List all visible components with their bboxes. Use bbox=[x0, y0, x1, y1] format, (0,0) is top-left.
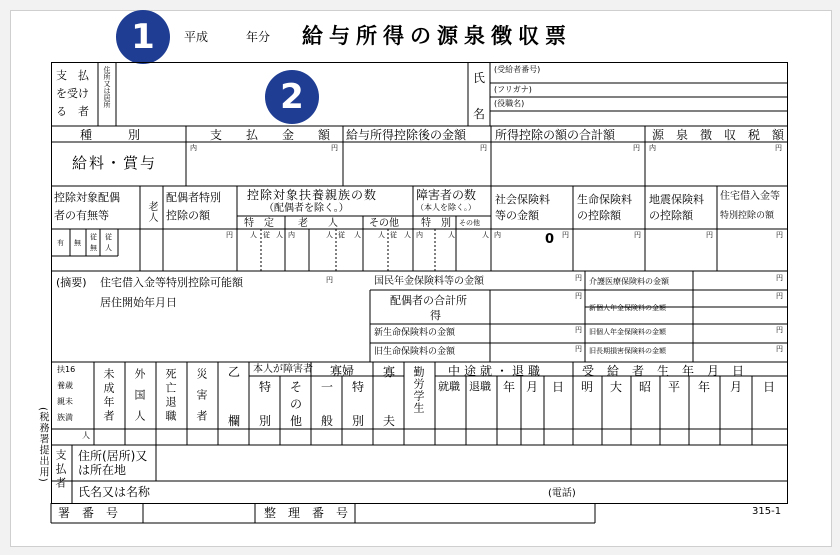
care-medical-label: 介護医療保険料の金額 bbox=[589, 277, 669, 286]
callout-badge-1: 1 bbox=[116, 10, 170, 64]
furigana-label: (フリガナ) bbox=[494, 85, 532, 94]
quake-label-2: の控除額 bbox=[649, 209, 693, 222]
new-life-label: 新生命保険料の金額 bbox=[374, 328, 456, 338]
mid-month: 月 bbox=[526, 380, 539, 394]
widower-a: 寡 bbox=[383, 365, 396, 379]
other-person: 人 bbox=[378, 231, 385, 239]
ref-no-label: 整 理 番 号 bbox=[264, 506, 349, 520]
disabled-other: その他 bbox=[459, 219, 480, 227]
payer-name-label: 氏名又は名称 bbox=[78, 485, 151, 499]
deduction-total-yen: 円 bbox=[633, 144, 640, 152]
specific-person: 人 bbox=[250, 231, 257, 239]
disabled-other-person: 人 bbox=[482, 231, 489, 239]
hire-label: 就職 bbox=[438, 380, 460, 393]
widower-b: 夫 bbox=[383, 414, 396, 428]
national-pension-yen: 円 bbox=[575, 274, 582, 282]
spouse-income-2: 得 bbox=[430, 309, 441, 322]
withholding-inner: 内 bbox=[649, 144, 656, 152]
national-pension: 国民年金保険料等の金額 bbox=[374, 276, 484, 287]
elderly-inner: 内 bbox=[288, 231, 295, 239]
old-life-yen: 円 bbox=[575, 345, 582, 353]
summary-label: (摘要) bbox=[56, 276, 87, 289]
deceased-label: 死亡退職 bbox=[164, 368, 177, 424]
dependents-label-1: 控除対象扶養親族の数 bbox=[247, 188, 378, 202]
dependents-elderly: 老 人 bbox=[298, 218, 338, 229]
mid-day: 日 bbox=[552, 380, 565, 394]
office-no-label: 署 番 号 bbox=[58, 506, 119, 520]
elderly-jyu: 従 bbox=[338, 231, 345, 239]
elderly-label: 老人 bbox=[146, 201, 157, 223]
form-title: 給与所得の源泉徴収票 bbox=[302, 24, 572, 48]
social-inner: 内 bbox=[494, 231, 501, 239]
disabled-person: 人 bbox=[448, 231, 455, 239]
recipient-label-3: る 者 bbox=[56, 105, 89, 118]
self-disabled: 本人が障害者 bbox=[253, 364, 313, 375]
col-payment: 支 払 金 額 bbox=[210, 128, 337, 142]
spouse-label-1: 控除対象配偶 bbox=[54, 191, 120, 204]
widow-label: 寡婦 bbox=[330, 364, 355, 378]
old-pension-yen: 円 bbox=[776, 326, 783, 334]
social-label-1: 社会保険料 bbox=[495, 193, 550, 206]
retire-label: 退職 bbox=[469, 380, 491, 393]
name-label-1: 氏 bbox=[473, 71, 486, 85]
year-suffix: 年分 bbox=[246, 30, 271, 44]
form-no: 315-1 bbox=[752, 506, 782, 517]
disabled-inner: 内 bbox=[416, 231, 423, 239]
birth-day: 日 bbox=[763, 380, 776, 394]
dep16-c: 親未 bbox=[57, 397, 73, 406]
era-heisei: 平 bbox=[668, 380, 681, 394]
otsu-col: 欄 bbox=[228, 414, 241, 428]
payer-label: 支払者 bbox=[54, 449, 67, 491]
new-pension-yen: 円 bbox=[776, 292, 783, 300]
old-life-label: 旧生命保険料の金額 bbox=[374, 347, 456, 357]
special-spouse-yen: 円 bbox=[226, 231, 233, 239]
life-yen: 円 bbox=[634, 231, 641, 239]
self-special-a: 特 bbox=[259, 380, 272, 394]
life-label-2: の控除額 bbox=[577, 209, 621, 222]
widow-general-a: 一 bbox=[321, 380, 334, 394]
era-label: 平成 bbox=[184, 30, 209, 44]
dependents-label-2: （配偶者を除く。） bbox=[264, 203, 349, 214]
elder-jyu: 従 bbox=[105, 233, 112, 241]
dep16-b: 養歳 bbox=[57, 381, 73, 390]
spouse-income-yen: 円 bbox=[575, 292, 582, 300]
income-type-value: 給料・賞与 bbox=[72, 154, 158, 172]
address-label: 住所又は居所 bbox=[103, 66, 111, 108]
col-after-deduction: 給与所得控除後の金額 bbox=[346, 128, 467, 142]
elderly-person: 人 bbox=[326, 231, 333, 239]
midyear-label: 中途就・退職 bbox=[448, 364, 545, 378]
payer-address-label: 住所(居所)又は所在地 bbox=[78, 449, 148, 477]
minor-label: 未成年者 bbox=[102, 368, 115, 424]
quake-yen: 円 bbox=[706, 231, 713, 239]
new-pension-label: 新個人年金保険料の金額 bbox=[589, 304, 666, 312]
otsu-label: 乙 bbox=[228, 365, 241, 379]
spouse-none: 無 bbox=[74, 239, 81, 247]
elderly-jyu-person: 人 bbox=[354, 231, 361, 239]
specific-jyu: 従 bbox=[263, 231, 270, 239]
residence-start: 居住開始年月日 bbox=[100, 296, 177, 309]
era-taisho: 大 bbox=[610, 380, 623, 394]
spouse-jyu-none: 無 bbox=[90, 244, 97, 252]
birth-year: 年 bbox=[698, 380, 711, 394]
special-spouse-1: 配偶者特別 bbox=[166, 191, 221, 204]
disabled-label-2: （本人を除く。） bbox=[416, 203, 476, 212]
col-withholding: 源 泉 徴 収 税 額 bbox=[652, 128, 785, 142]
housing-possible: 住宅借入金等特別控除可能額 bbox=[100, 276, 243, 289]
special-spouse-2: 控除の額 bbox=[166, 209, 210, 222]
dep16-person: 人 bbox=[82, 431, 90, 440]
dep16-d: 族満 bbox=[57, 413, 73, 422]
other-jyu: 従 bbox=[390, 231, 397, 239]
widow-special-b: 別 bbox=[352, 414, 365, 428]
disabled-label-1: 障害者の数 bbox=[416, 188, 477, 202]
disabled-special: 特 別 bbox=[421, 218, 451, 229]
recipient-number-label: (受給者番号) bbox=[494, 65, 541, 74]
foreign-label: 外国人 bbox=[133, 368, 146, 431]
widow-special-a: 特 bbox=[352, 380, 365, 394]
self-other-a: そ bbox=[290, 380, 303, 394]
housing-yen: 円 bbox=[776, 231, 783, 239]
col-deduction-total: 所得控除の額の合計額 bbox=[495, 128, 616, 142]
social-label-2: 等の金額 bbox=[495, 209, 539, 222]
birth-label: 受給者生年月日 bbox=[582, 364, 758, 378]
position-label: (役職名) bbox=[494, 99, 525, 108]
old-longterm-label: 旧長期損害保険料の金額 bbox=[589, 347, 666, 355]
payment-yen: 円 bbox=[331, 144, 338, 152]
withholding-yen: 円 bbox=[775, 144, 782, 152]
spouse-income-1: 配偶者の合計所 bbox=[390, 294, 467, 307]
spouse-have: 有 bbox=[57, 239, 64, 247]
payer-phone: (電話) bbox=[548, 488, 576, 499]
housing-label-2: 特別控除の額 bbox=[720, 211, 775, 221]
old-pension-label: 旧個人年金保険料の金額 bbox=[589, 328, 666, 336]
working-student: 勤労学生 bbox=[412, 366, 425, 414]
disaster-label: 災害者 bbox=[195, 368, 208, 431]
self-special-b: 別 bbox=[259, 414, 272, 428]
life-label-1: 生命保険料 bbox=[577, 193, 632, 206]
recipient-label-1: 支 払 bbox=[56, 69, 89, 82]
old-longterm-yen: 円 bbox=[776, 345, 783, 353]
era-meiji: 明 bbox=[581, 380, 594, 394]
specific-jyu-person: 人 bbox=[276, 231, 283, 239]
social-yen: 円 bbox=[562, 231, 569, 239]
dep16-a: 扶16 bbox=[57, 365, 76, 374]
name-label-2: 名 bbox=[473, 107, 486, 121]
birth-month: 月 bbox=[730, 380, 743, 394]
tax-office-label: (税務署提出用) bbox=[37, 407, 48, 483]
other-jyu-person: 人 bbox=[404, 231, 411, 239]
payment-inner: 内 bbox=[190, 144, 197, 152]
care-medical-yen: 円 bbox=[776, 274, 783, 282]
housing-label-1: 住宅借入金等 bbox=[720, 191, 780, 202]
social-value: 0 bbox=[545, 232, 555, 247]
elder-jyu-person: 人 bbox=[105, 244, 112, 252]
spouse-jyu: 従 bbox=[90, 233, 97, 241]
spouse-label-2: 者の有無等 bbox=[54, 209, 109, 222]
housing-possible-yen: 円 bbox=[326, 276, 333, 284]
mid-year: 年 bbox=[503, 380, 516, 394]
quake-label-1: 地震保険料 bbox=[649, 193, 704, 206]
callout-badge-2: 2 bbox=[265, 70, 319, 124]
self-other-b: の bbox=[290, 397, 303, 411]
widow-general-b: 般 bbox=[321, 414, 334, 428]
era-showa: 昭 bbox=[639, 380, 652, 394]
dependents-specific: 特 定 bbox=[244, 218, 274, 229]
dependents-other: その他 bbox=[369, 218, 399, 229]
col-type: 種 別 bbox=[80, 128, 141, 142]
self-other-c: 他 bbox=[290, 414, 303, 428]
new-life-yen: 円 bbox=[575, 326, 582, 334]
recipient-label-2: を受け bbox=[56, 87, 89, 100]
after-deduction-yen: 円 bbox=[480, 144, 487, 152]
